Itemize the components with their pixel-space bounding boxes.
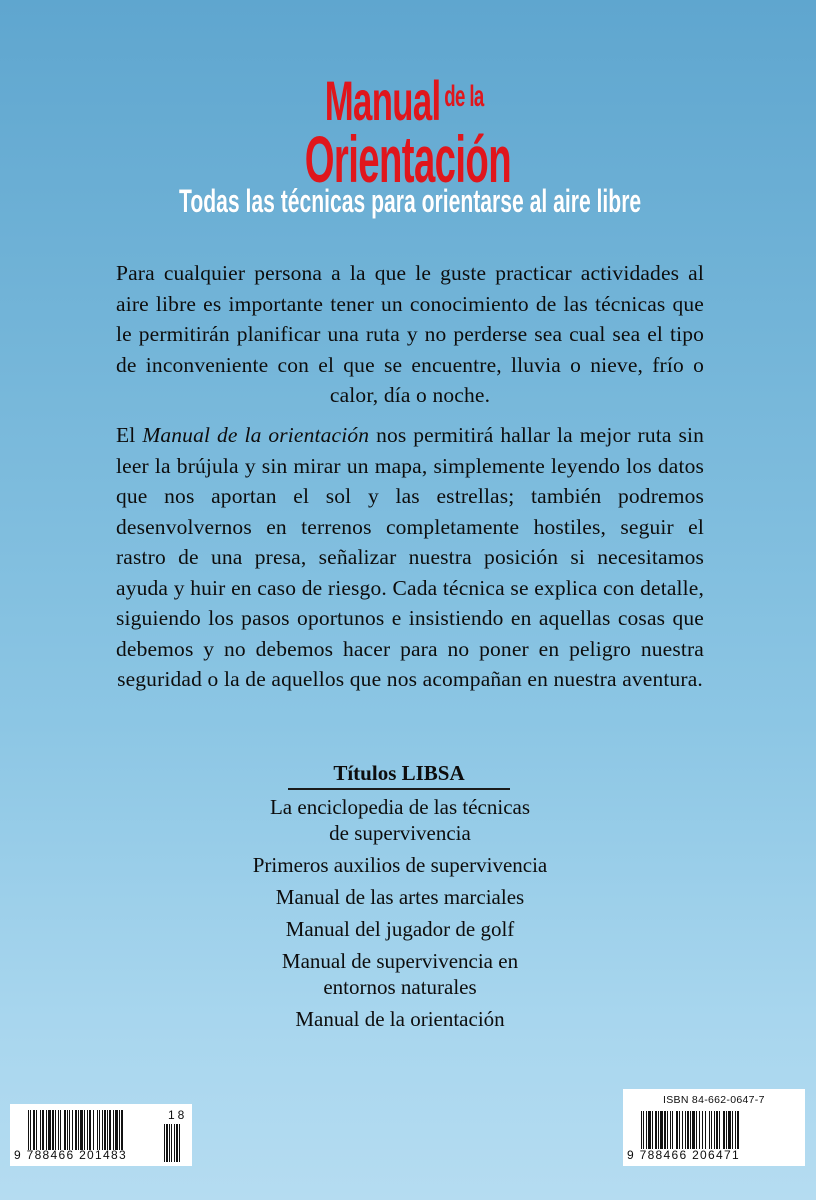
title-list-item: de supervivencia: [329, 821, 471, 845]
isbn-number: ISBN 84-662-0647-7: [663, 1094, 765, 1106]
paragraph-2-text: nos permitirá hallar la mejor ruta sin leer la brújula y sin mirar un mapa, simplemente leyendo los datos que nos aportan el sol y las estrellas; también podremos desenvolvernos en terrenos completamente hostiles, seguir el rastro de una presa, señalizar nuestra posición si necesitamos ayuda y huir en caso de riesgo. Cada técnica se explica con detalle, siguiendo los pasos oportunos e insistiendo en aquellas cosas que debemos y no debemos hacer para no poner en peligro nuestra seguridad o la de aquellos que nos acompañan en nuestra aventura.: [116, 423, 705, 691]
barcode-bar: [739, 1111, 740, 1149]
description-paragraph-1: Para cualquier persona a la que le guste practicar actividades al aire libre es importante tener un conocimiento de las técnicas que le permitirán planificar una ruta y no perderse sea cual sea el tipo de inconveniente con el que se encuentre, lluvia o nieve, frío o calor, día o noche.: [116, 261, 704, 407]
title-list-item: Manual de la orientación: [295, 1007, 505, 1031]
barcode-bars: [28, 1110, 156, 1150]
barcode-number: 9 788466 201483: [14, 1148, 127, 1162]
barcode-addon-bars: [164, 1124, 190, 1162]
title-list-item: Primeros auxilios de supervivencia: [252, 853, 548, 877]
title-list-item: Manual de supervivencia en: [281, 949, 519, 973]
barcode-right: [623, 1089, 805, 1166]
barcode-addon-number: 18: [168, 1108, 188, 1122]
barcode-bars: [641, 1111, 791, 1149]
title-list-item: Manual del jugador de golf: [285, 917, 515, 941]
barcode-bar: [180, 1124, 181, 1162]
paragraph-2-lead: El: [116, 423, 143, 447]
title-small-words: de la: [444, 80, 484, 113]
paragraph-2-book-name: Manual de la orientación: [142, 423, 370, 447]
description-paragraph-2: [116, 420, 704, 695]
title-list-item: La enciclopedia de las técnicas: [269, 795, 531, 819]
barcode-left: [10, 1104, 192, 1166]
book-title: [0, 69, 816, 196]
title-list-item: entornos naturales: [323, 975, 477, 999]
heading-underline: [288, 788, 510, 790]
title-line-1: Manual $^{de la}$: [324, 69, 484, 132]
titles-heading: Títulos LIBSA: [333, 761, 465, 785]
titles-list: [200, 794, 600, 1038]
title-list-item: Manual de las artes marciales: [275, 885, 525, 909]
book-subtitle: [0, 183, 816, 220]
barcode-number: 9 788466 206471: [627, 1148, 740, 1162]
subtitle-text: Todas las técnicas para orientarse al aire libre: [178, 183, 642, 219]
barcode-bar: [123, 1110, 124, 1150]
title-line-2: Orientación: [304, 122, 512, 196]
